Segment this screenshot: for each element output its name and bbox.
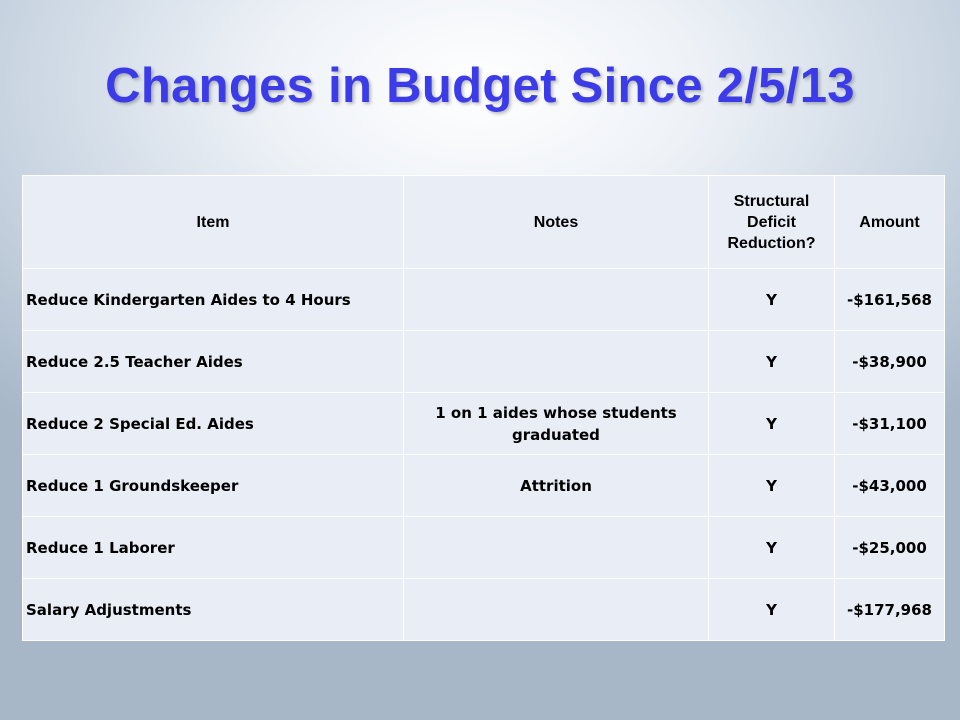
cell-notes: Attrition <box>404 455 709 517</box>
cell-amount: -$38,900 <box>835 331 945 393</box>
cell-amount: -$31,100 <box>835 393 945 455</box>
cell-notes <box>404 331 709 393</box>
cell-notes <box>404 517 709 579</box>
cell-structural: Y <box>709 579 835 641</box>
header-amount: Amount <box>835 176 945 269</box>
cell-amount: -$177,968 <box>835 579 945 641</box>
header-notes: Notes <box>404 176 709 269</box>
header-structural-deficit-reduction: Structural Deficit Reduction? <box>709 176 835 269</box>
table-row <box>23 579 945 641</box>
cell-amount: -$161,568 <box>835 269 945 331</box>
cell-structural: Y <box>709 517 835 579</box>
table-row <box>23 269 945 331</box>
cell-item: Reduce Kindergarten Aides to 4 Hours <box>23 269 404 331</box>
cell-notes <box>404 579 709 641</box>
cell-amount: -$25,000 <box>835 517 945 579</box>
cell-item: Reduce 2.5 Teacher Aides <box>23 331 404 393</box>
slide-title: Changes in Budget Since 2/5/13 <box>105 59 855 113</box>
cell-structural: Y <box>709 331 835 393</box>
table-row <box>23 455 945 517</box>
cell-item: Salary Adjustments <box>23 579 404 641</box>
table-row <box>23 517 945 579</box>
header-item: Item <box>23 176 404 269</box>
cell-notes <box>404 269 709 331</box>
table-row <box>23 393 945 455</box>
table-row <box>23 331 945 393</box>
cell-structural: Y <box>709 393 835 455</box>
budget-changes-table <box>22 175 945 641</box>
cell-item: Reduce 1 Groundskeeper <box>23 455 404 517</box>
cell-item: Reduce 2 Special Ed. Aides <box>23 393 404 455</box>
cell-structural: Y <box>709 269 835 331</box>
table-header-row <box>23 176 945 269</box>
cell-notes: 1 on 1 aides whose students graduated <box>404 393 709 455</box>
cell-item: Reduce 1 Laborer <box>23 517 404 579</box>
cell-structural: Y <box>709 455 835 517</box>
cell-amount: -$43,000 <box>835 455 945 517</box>
